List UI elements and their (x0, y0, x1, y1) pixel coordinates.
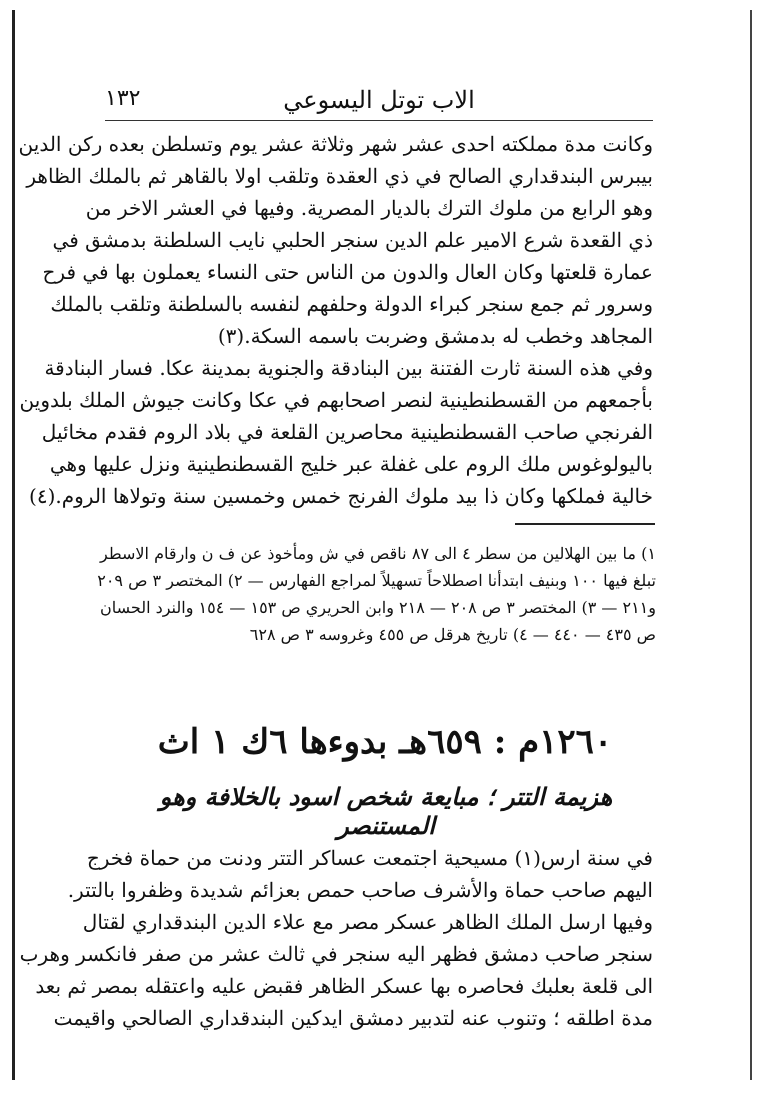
footnote-line: ص ٤٣٥ — ٤٤٠ — ٤) تاريخ هرقل ص ٤٥٥ وغروسه ٣ ص ٦٢٨ (249, 625, 656, 644)
body-line: عمارة قلعتها وكان العال والدون من الناس حتى النساء يعملون بها في فرح (42, 260, 653, 284)
footnotes (97, 540, 657, 648)
body-line: خالية فملكها وكان ذا بيد ملوك الفرنج خمس وخمسين سنة وتولاها الروم.(٤) (29, 484, 653, 508)
section-line: وفيها ارسل الملك الظاهر عسكر مصر مع علاء الدين البندقداري لقتال (82, 910, 653, 934)
section-line: الى قلعة بعلبك فحاصره بها عسكر الظاهر فقبض عليه واعتقله بمصر ثم بعد (35, 974, 653, 998)
body-line: باليولوغوس ملك الروم على غفلة عبر خليج القسطنطينية ونزل عليها وهي (49, 452, 653, 476)
body-line: الفرنجي صاحب القسطنطينية محاصرين القلعة في بلاد الروم فقدم مخائيل (41, 420, 653, 444)
section-title: هزيمة التتر ؛ مبايعة شخص اسود بالخلافة وهو المستنصر (159, 782, 613, 840)
section-paragraphs (19, 842, 653, 1034)
body-line: وفي هذه السنة ثارت الفتنة بين البنادقة والجنوية بمدينة عكا. فسار البنادقة (44, 356, 653, 380)
running-title: الاب توتل اليسوعي (283, 86, 475, 114)
main-paragraphs (18, 128, 653, 512)
footnote-line: ١) ما بين الهلالين من سطر ٤ الى ٨٧ ناقص في ش ومأخوذ عن ف ن وارقام الاسطر (100, 544, 657, 563)
section-line: سنجر صاحب دمشق فظهر اليه سنجر في ثالث عشر من صفر فانكسر وهرب (19, 942, 653, 966)
body-line: وكانت مدة مملكته احدى عشر شهر وثلاثة عشر يوم وتسلطن بعده ركن الدين (18, 132, 653, 156)
body-line: وسرور ثم جمع سنجر كبراء الدولة وحلفهم لنفسه بالسلطنة وتلقب بالملك (50, 292, 653, 316)
body-line: وهو الرابع من ملوك الترك بالديار المصرية. وفيها في العشر الاخر من (85, 196, 653, 220)
body-line: بأجمعهم من القسطنطينية لنصر اصحابهم في عكا وكانت جيوش الملك بلدوين (19, 388, 653, 412)
body-line: ذي القعدة شرع الامير علم الدين سنجر الحلبي نايب السلطنة بدمشق في (52, 228, 653, 252)
section-line: اليهم صاحب حماة والأشرف صاحب حمص بعزائم شديدة وظفروا بالتتر. (67, 878, 653, 902)
body-line: بيبرس البندقداري الصالح في ذي العقدة وتلقب اولا بالقاهر ثم بالملك الظاهر (26, 164, 653, 188)
body-line: المجاهد وخطب له بدمشق وضربت باسمه السكة.(٣) (217, 324, 653, 348)
section-line: في سنة ارس(١) مسيحية اجتمعت عساكر التتر ودنت من حماة فخرج (86, 846, 653, 870)
page-number: ١٣٢ (105, 86, 141, 111)
footnote-line: تبلغ فيها ١٠٠ وبنيف ابتدأنا اصطلاحاً تسهيلاً لمراجع الفهارس — ٢) المختصر ٣ ص ٢٠٩ (97, 571, 656, 590)
section-line: مدة اطلقه ؛ وتنوب عنه لتدبير دمشق ايدكين البندقداري الصالحي واقيمت (53, 1006, 653, 1030)
footnote-line: و٢١١ — ٣) المختصر ٣ ص ٢٠٨ — ٢١٨ وابن الحريري ص ١٥٣ — ١٥٤ والنرد الحسان (99, 598, 656, 617)
section-date-heading: ١٢٦٠م : ٦٥٩هـ بدوءها ٦ك ١ اث (157, 722, 613, 762)
page-header (105, 86, 653, 121)
footnote-divider (515, 523, 655, 525)
